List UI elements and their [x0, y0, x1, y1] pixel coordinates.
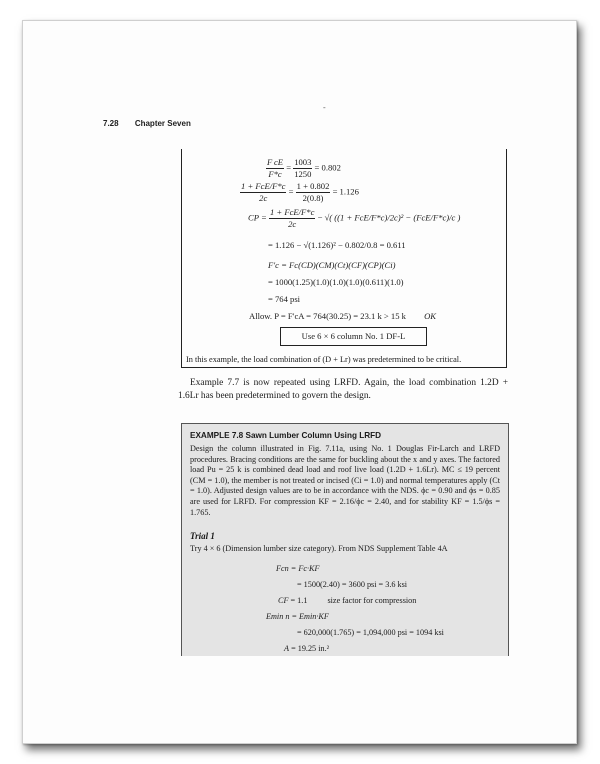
page-mark: -	[323, 103, 326, 112]
body-paragraph: Example 7.7 is now repeated using LRFD. Again, the load combination 1.2D + 1.6Lr has been predetermined to govern the design.	[178, 378, 508, 401]
running-head	[103, 119, 191, 128]
selected-member-box: Use 6 × 6 column No. 1 DF-L	[280, 327, 427, 346]
example-7-8-box	[181, 423, 509, 656]
equation-c-term: $\frac{\text{1 + FcE/F*c}}{2c}$ = $\frac{1 + 0.802}{2(0.8)}$ = 1.126	[241, 181, 359, 203]
equation-cp-value: = 1.126 − √(1.126)² − 0.802/0.8 = 0.611	[268, 240, 406, 250]
equation-fc-result: = 764 psi	[268, 294, 301, 304]
equation-fc-numbers: = 1000(1.25)(1.0)(1.0)(1.0)(0.611)(1.0)	[268, 277, 404, 287]
example-description: Design the column illustrated in Fig. 7.11a, using No. 1 Douglas Fir-Larch and LRFD procedures. Bracing conditions are the same for buckling about the x and y axes. The factored load Pu = 25 k is combined dead load and roof live load (1.2D + 1.6Lr). MC ≤ 19 percent (CM = 1.0), the member is not treated or incised (Ci = 1.0) and normal temperatures apply (Ct = 1.0). Adjusted design values are to be in accordance with the NDS. ϕc = 0.90 and ϕs = 0.85 are used for LRFD. For compression KF = 2.16/ϕc = 2.40, and for stability KF = 1.5/ϕs = 1.765.	[190, 444, 500, 517]
trial-text: Try 4 × 6 (Dimension lumber size category). From NDS Supplement Table 4A	[190, 544, 448, 553]
page-number: 7.28	[103, 119, 119, 128]
equation-fce-ratio: $\frac{\text{F cE}}{F*c}$ = $\frac{1003}{1250}$ = 0.802	[267, 157, 341, 179]
trial-heading: Trial 1	[190, 531, 215, 541]
equation-fcn: Fcn = Fc·KF	[276, 564, 320, 573]
equation-fcn-value: = 1500(2.40) = 3600 psi = 3.6 ksi	[297, 580, 408, 589]
equation-cp: CP = $\frac{\text{1 + FcE/F*c}}{2c}$ − √( ((1 + FcE/F*c)/2c)² − (FcE/F*c)/c )	[248, 207, 461, 229]
example-title: EXAMPLE 7.8 Sawn Lumber Column Using LRFD	[190, 431, 382, 440]
equation-emin-value: = 620,000(1.765) = 1,094,000 psi = 1094 ksi	[297, 628, 444, 637]
equation-area: A = 19.25 in.²	[284, 644, 330, 653]
example-7-7-continuation-box	[181, 149, 507, 368]
load-combination-note: In this example, the load combination of (D + Lr) was predetermined to be critical.	[186, 355, 462, 364]
document-page	[22, 20, 577, 744]
equation-allowable-load: Allow. P = F′cA = 764(30.25) = 23.1 k > 15 k OK	[249, 311, 437, 321]
equation-fc-prime: F′c = Fc(CD)(CM)(Ct)(CF)(CP)(Ci)	[268, 260, 396, 270]
equation-emin: Emin n = Emin·KF	[266, 612, 329, 621]
chapter-title: Chapter Seven	[134, 119, 191, 128]
equation-cf: CF = 1.1 size factor for compression	[278, 596, 417, 605]
